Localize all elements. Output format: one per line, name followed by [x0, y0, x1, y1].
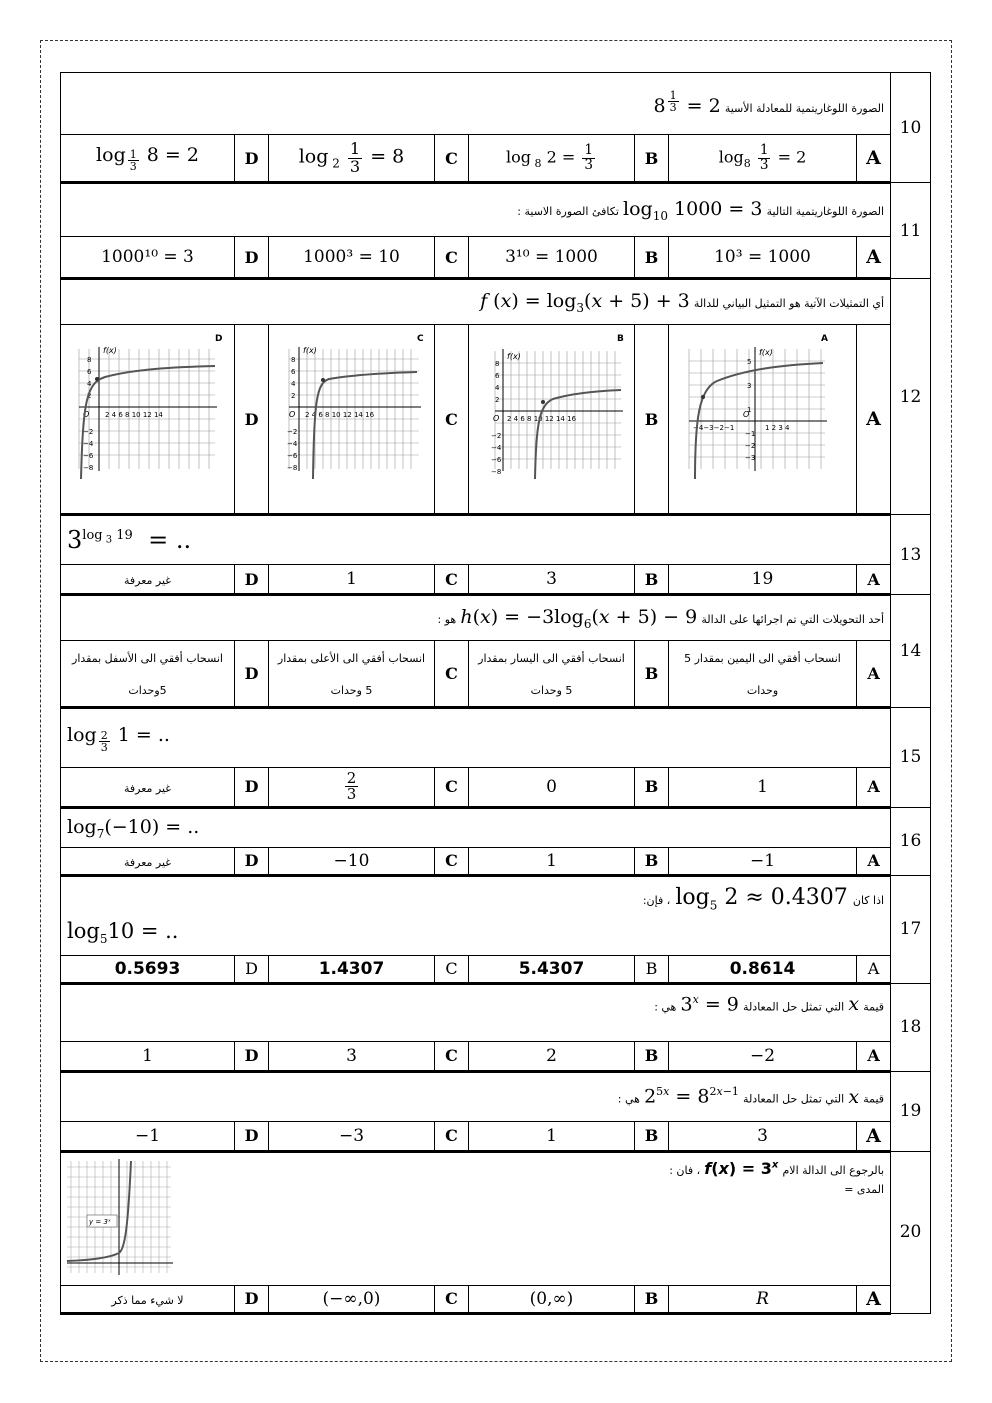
- svg-text:4: 4: [87, 380, 92, 388]
- q14-option-a[interactable]: انسحاب أفقي الى اليمين بمقدار 5 وحدات: [669, 641, 857, 708]
- q20-number: 20: [891, 1151, 931, 1313]
- q14-option-d[interactable]: انسحاب أفقي الى الأسفل بمقدار 5وحدات: [61, 641, 235, 708]
- q18-label-d: D: [235, 1041, 269, 1071]
- q12-label-d: D: [235, 325, 269, 515]
- svg-text:−4: −4: [83, 440, 94, 448]
- svg-text:6: 6: [291, 368, 296, 376]
- svg-text:O: O: [289, 410, 296, 419]
- q20-label-b: B: [635, 1285, 669, 1313]
- q14-label-a: A: [857, 641, 891, 708]
- q17-option-c[interactable]: 1.4307: [269, 955, 435, 983]
- q14-label-c: C: [435, 641, 469, 708]
- q15-option-a[interactable]: 1: [669, 767, 857, 807]
- graph-a-yticks: [745, 358, 755, 462]
- q20-option-b[interactable]: (0,∞): [469, 1285, 635, 1313]
- q18-option-d[interactable]: 1: [61, 1041, 235, 1071]
- q19-label-c: C: [435, 1121, 469, 1151]
- q14-option-c[interactable]: انسحاب أفقي الى الأعلى بمقدار 5 وحدات: [269, 641, 435, 708]
- q18-option-c[interactable]: 3: [269, 1041, 435, 1071]
- svg-text:2 4 6 8 10 12 14 16: 2 4 6 8 10 12 14 16: [305, 411, 375, 419]
- svg-text:3: 3: [747, 382, 752, 390]
- svg-text:f(x): f(x): [759, 348, 773, 357]
- svg-text:2: 2: [291, 392, 296, 400]
- exp-graph: [65, 1157, 175, 1277]
- q19-label-b: B: [635, 1121, 669, 1151]
- q16-label-d: D: [235, 847, 269, 875]
- svg-text:6: 6: [87, 368, 92, 376]
- svg-text:−8: −8: [287, 464, 298, 472]
- q10-label-b: B: [635, 135, 669, 183]
- svg-text:f(x): f(x): [103, 346, 117, 355]
- q11-option-d[interactable]: 1000¹⁰ = 3: [61, 237, 235, 279]
- svg-text:−4−3−2−1: −4−3−2−1: [693, 424, 735, 432]
- q20-graph-cell: [61, 1151, 235, 1285]
- q11-number: 11: [891, 183, 931, 279]
- svg-text:D: D: [215, 334, 223, 344]
- q17-option-d[interactable]: 0.5693: [61, 955, 235, 983]
- svg-text:−2: −2: [287, 428, 298, 436]
- graph-a: [673, 329, 849, 489]
- svg-text:−8: −8: [491, 468, 502, 476]
- svg-text:8: 8: [291, 356, 296, 364]
- q13-number: 13: [891, 515, 931, 595]
- q16-stem: $\log_7(-10)$ = ..: [61, 807, 891, 847]
- q12-label-c: C: [435, 325, 469, 515]
- q10-label-a: A: [857, 135, 891, 183]
- svg-text:O: O: [493, 414, 500, 423]
- q20-label-a: A: [857, 1285, 891, 1313]
- svg-text:O: O: [83, 410, 90, 419]
- svg-text:2: 2: [87, 392, 92, 400]
- q15-label-a: A: [857, 767, 891, 807]
- q15-option-d[interactable]: غير معرفة: [61, 767, 235, 807]
- q13-label-c: C: [435, 565, 469, 595]
- svg-text:2 4 6 8 10 12 14: 2 4 6 8 10 12 14: [105, 411, 163, 419]
- q20-label-d: D: [235, 1285, 269, 1313]
- q10-label-d: D: [235, 135, 269, 183]
- q13-label-a: A: [857, 565, 891, 595]
- q12-label-b: B: [635, 325, 669, 515]
- svg-text:B: B: [617, 334, 624, 344]
- q19-option-d[interactable]: −1: [61, 1121, 235, 1151]
- svg-text:−2: −2: [491, 432, 502, 440]
- svg-text:C: C: [417, 334, 424, 344]
- q18-option-a[interactable]: −2: [669, 1041, 857, 1071]
- svg-text:−8: −8: [83, 464, 94, 472]
- q16-number: 16: [891, 807, 931, 875]
- q15-stem: log $_{\frac{2}{3}}$ 1 = ..: [61, 707, 891, 767]
- q10-number: 10: [891, 73, 931, 183]
- svg-text:−3: −3: [745, 454, 756, 462]
- svg-text:−2: −2: [745, 442, 756, 450]
- q15-number: 15: [891, 707, 931, 807]
- q14-number: 14: [891, 595, 931, 708]
- q19-option-c[interactable]: −3: [269, 1121, 435, 1151]
- svg-text:f(x): f(x): [507, 352, 521, 361]
- q18-label-b: B: [635, 1041, 669, 1071]
- q20-option-c[interactable]: (−∞,0): [269, 1285, 435, 1313]
- q10-equation: 8 $^{\frac{1}{3}}$ = 2: [653, 89, 721, 117]
- svg-text:−1: −1: [745, 430, 756, 438]
- q17-label-c: C: [435, 955, 469, 983]
- svg-text:−6: −6: [83, 452, 94, 460]
- svg-text:−6: −6: [491, 456, 502, 464]
- q11-label-d: D: [235, 237, 269, 279]
- svg-text:−4: −4: [287, 440, 298, 448]
- q10-option-c[interactable]: log $_2$ $\frac{1}{3}$ = 8: [269, 135, 435, 183]
- q11-option-c[interactable]: 1000³ = 10: [269, 237, 435, 279]
- graph-b: [473, 329, 627, 489]
- q16-label-b: B: [635, 847, 669, 875]
- q19-stem: قيمة x التي تمثل حل المعادلة $2^{5x} = 8^{2x-1}$ هي :: [61, 1071, 891, 1121]
- graph-d: [65, 329, 225, 489]
- q10-option-d[interactable]: log $_{\frac{1}{3}}$ 8 = 2: [61, 135, 235, 183]
- q13-option-c[interactable]: 1: [269, 565, 435, 595]
- q10-stem: الصورة اللوغاريتمية للمعادلة الأسية 8 $^{\frac{1}{3}}$ = 2: [61, 73, 891, 135]
- q19-label-a: A: [857, 1121, 891, 1151]
- q17-number: 17: [891, 875, 931, 983]
- q13-label-d: D: [235, 565, 269, 595]
- q17-label-d: D: [235, 955, 269, 983]
- q16-label-c: C: [435, 847, 469, 875]
- q14-stem: أحد التحويلات التي تم اجرائها على الدالة $h(x) = -3\log_6(x + 5) - 9$ هو :: [61, 595, 891, 641]
- q12-label-a: A: [857, 325, 891, 515]
- q17-label-a: A: [857, 955, 891, 983]
- svg-text:2: 2: [495, 396, 500, 404]
- svg-text:1 2 3 4: 1 2 3 4: [765, 424, 790, 432]
- q18-label-a: A: [857, 1041, 891, 1071]
- exam-table: [60, 72, 931, 1315]
- svg-text:5: 5: [747, 358, 752, 366]
- q16-label-a: A: [857, 847, 891, 875]
- svg-text:4: 4: [291, 380, 296, 388]
- q20-option-a[interactable]: R: [669, 1285, 857, 1313]
- q11-label-b: B: [635, 237, 669, 279]
- q19-label-d: D: [235, 1121, 269, 1151]
- q14-label-b: B: [635, 641, 669, 708]
- q14-label-d: D: [235, 641, 269, 708]
- q15-option-b[interactable]: 0: [469, 767, 635, 807]
- q12-option-c[interactable]: [269, 325, 435, 515]
- q12-option-a[interactable]: [669, 325, 857, 515]
- q12-option-b[interactable]: [469, 325, 635, 515]
- q11-label-a: A: [857, 237, 891, 279]
- q11-stem: الصورة اللوغاريتمية التالية $\log_{10} 1000 = 3$ تكافئ الصورة الاسية :: [61, 183, 891, 237]
- q18-number: 18: [891, 983, 931, 1071]
- q12-number: 12: [891, 279, 931, 515]
- q10-label-c: C: [435, 135, 469, 183]
- q18-option-b[interactable]: 2: [469, 1041, 635, 1071]
- q20-label-c: C: [435, 1285, 469, 1313]
- q15-label-c: C: [435, 767, 469, 807]
- svg-text:y = 3ˣ: y = 3ˣ: [89, 1217, 112, 1226]
- q16-option-c[interactable]: −10: [269, 847, 435, 875]
- q15-label-d: D: [235, 767, 269, 807]
- svg-text:6: 6: [495, 372, 500, 380]
- q17-stem: اذا كان $\log_5 2 \approx 0.4307$ ، فإن: $\log_510$ = ..: [61, 875, 891, 955]
- q17-option-b[interactable]: 5.4307: [469, 955, 635, 983]
- q13-stem: $3^{log _3 19}$ = ..: [61, 515, 891, 565]
- q11-option-a[interactable]: 10³ = 1000: [669, 237, 857, 279]
- q14-option-b[interactable]: انسحاب أفقي الى اليسار بمقدار 5 وحدات: [469, 641, 635, 708]
- svg-text:f(x): f(x): [303, 346, 317, 355]
- q17-option-a[interactable]: 0.8614: [669, 955, 857, 983]
- svg-text:−6: −6: [287, 452, 298, 460]
- q11-label-c: C: [435, 237, 469, 279]
- svg-text:8: 8: [495, 360, 500, 368]
- q17-label-b: B: [635, 955, 669, 983]
- q18-stem: قيمة x التي تمثل حل المعادلة $3^x = 9$ هي :: [61, 983, 891, 1041]
- q15-option-c[interactable]: $\frac{2}{3}$: [269, 767, 435, 807]
- q12-stem: أي التمثيلات الآتية هو التمثيل البياني للدالة f $(x) = \log_3(x + 5) + 3$: [61, 279, 891, 325]
- q19-number: 19: [891, 1071, 931, 1151]
- svg-text:O: O: [743, 410, 750, 419]
- svg-text:−2: −2: [83, 428, 94, 436]
- svg-text:1: 1: [747, 406, 752, 414]
- graph-c: [273, 329, 427, 489]
- q16-option-b[interactable]: 1: [469, 847, 635, 875]
- q15-label-b: B: [635, 767, 669, 807]
- q20-option-d[interactable]: لا شيء مما ذكر: [61, 1285, 235, 1313]
- q10-option-b[interactable]: log $_8$ 2 = $\frac{1}{3}$: [469, 135, 635, 183]
- svg-text:8: 8: [87, 356, 92, 364]
- q11-option-b[interactable]: 3¹⁰ = 1000: [469, 237, 635, 279]
- q20-stem: بالرجوع الى الدالة الام $f(x) = 3^x$ ، فان : المدى =: [235, 1151, 891, 1285]
- q13-option-a[interactable]: 19: [669, 565, 857, 595]
- q13-option-d[interactable]: غير معرفة: [61, 565, 235, 595]
- q10-option-a[interactable]: $\log_8$ $\frac{1}{3}$ = 2: [669, 135, 857, 183]
- q18-label-c: C: [435, 1041, 469, 1071]
- svg-text:−4: −4: [491, 444, 502, 452]
- svg-text:A: A: [821, 334, 828, 344]
- svg-text:2 4 6 8 10 12 14 16: 2 4 6 8 10 12 14 16: [507, 415, 577, 423]
- q13-option-b[interactable]: 3: [469, 565, 635, 595]
- q19-option-a[interactable]: 3: [669, 1121, 857, 1151]
- q12-option-d[interactable]: [61, 325, 235, 515]
- q19-option-b[interactable]: 1: [469, 1121, 635, 1151]
- svg-text:4: 4: [495, 384, 500, 392]
- q13-label-b: B: [635, 565, 669, 595]
- q16-option-a[interactable]: −1: [669, 847, 857, 875]
- q16-option-d[interactable]: غير معرفة: [61, 847, 235, 875]
